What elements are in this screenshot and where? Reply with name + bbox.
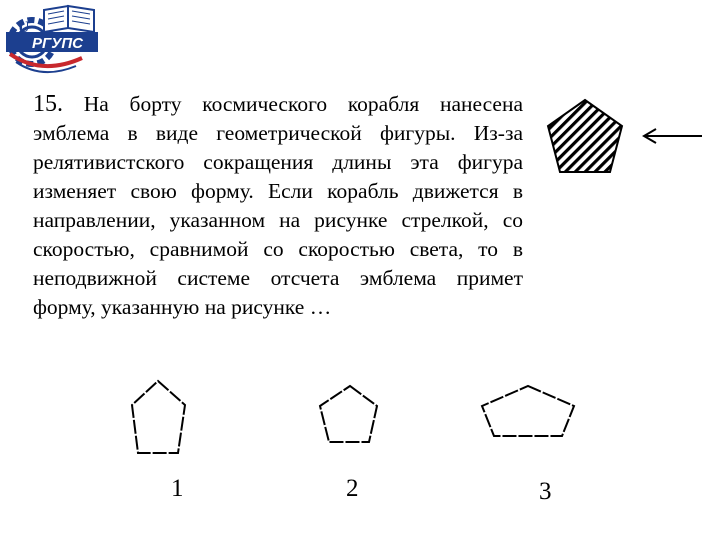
- logo-text: РГУПС: [32, 35, 83, 52]
- problem-text: На борту космического корабля нанесена эмблема в виде геометрической фигуры. Из-за релятивистского сокращения длины эта фигура изменяет свою форму. Если корабль движется в направлении, указанном на рисунке стрелкой, со скоростью, сравнимой со скоростью света, то в неподвижной системе отсчета эмблема примет форму, указанную на рисунке …: [33, 92, 523, 319]
- hatched-pentagon-icon: [540, 96, 630, 178]
- option-label-2: 2: [346, 475, 359, 502]
- problem-number: 15.: [33, 91, 63, 117]
- university-logo: [2, 2, 106, 84]
- option-label-1: 1: [171, 475, 184, 502]
- arrow-left-icon: [640, 126, 704, 146]
- tall-pentagon-icon: [126, 375, 192, 459]
- regular-pentagon-icon: [316, 380, 382, 446]
- option-label-3: 3: [539, 478, 552, 505]
- wide-pentagon-icon: [478, 380, 578, 442]
- problem-statement: [33, 90, 523, 322]
- logo-letter: U: [18, 19, 30, 36]
